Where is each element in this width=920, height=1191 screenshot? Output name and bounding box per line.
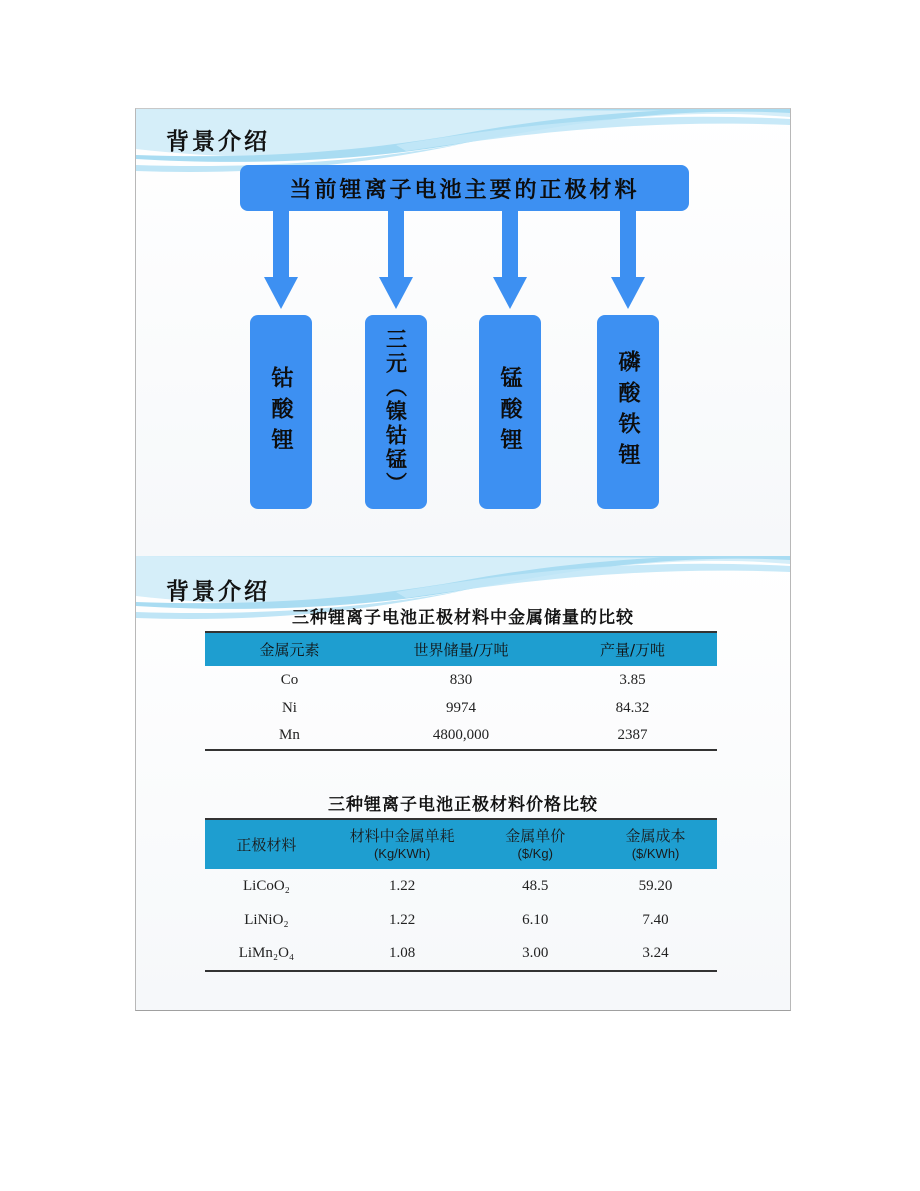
table-cell: Mn (279, 727, 300, 743)
table-cell: 1.22 (388, 877, 416, 894)
material-box-lifepo4 (597, 315, 659, 509)
table-cell: 4800,000 (432, 727, 490, 743)
column-header (476, 819, 594, 869)
arrow-down-icon (611, 209, 645, 309)
table-cell: 9974 (445, 699, 476, 716)
material-label: 钴酸锂 (268, 365, 294, 459)
slide-title: 背景介绍 (166, 128, 270, 155)
table-cell: 7.40 (642, 911, 669, 928)
arrow-down-icon (379, 209, 413, 309)
table-header-row (205, 632, 717, 666)
material-box-licoo2 (250, 315, 312, 509)
root-material-box: 当前锂离子电池主要的正极材料 (240, 165, 689, 211)
slide-1 (135, 108, 791, 557)
table-row (205, 937, 717, 971)
material-label: 三元︵镍钴锰︶ (383, 328, 409, 496)
table-cell: 830 (449, 671, 473, 688)
material-box-ternary (365, 315, 427, 509)
column-header-label: 金属成本 (625, 826, 686, 845)
column-header-unit: ($/KWh) (631, 845, 680, 861)
table-cell: 6.10 (522, 911, 549, 928)
table-row (205, 903, 717, 937)
table-caption: 三种锂离子电池正极材料中金属储量的比较 (292, 608, 634, 628)
table-cell: 3.24 (642, 945, 669, 961)
slide-title: 背景介绍 (166, 578, 270, 605)
column-header-label: 材料中金属单耗 (349, 826, 455, 845)
column-header: 世界储量/万吨 (413, 640, 509, 659)
table-cell: 59.20 (638, 877, 673, 894)
material-box-limn2o4 (479, 315, 541, 509)
slide-2 (135, 556, 791, 1011)
table-cell: 1.22 (388, 911, 416, 928)
table-cell: 2387 (617, 727, 648, 743)
table-cell: 1.08 (388, 945, 416, 961)
table-cell: 3.00 (522, 945, 549, 961)
price-comparison-table (205, 818, 717, 972)
table-row (205, 694, 717, 722)
table-header-row (205, 819, 717, 869)
column-header: 金属元素 (259, 640, 320, 659)
material-formula: LiNiO₂ (244, 911, 289, 928)
column-header-unit: ($/Kg) (517, 845, 553, 861)
column-header: 产量/万吨 (599, 640, 666, 659)
arrow-down-icon (493, 209, 527, 309)
table-cell: 48.5 (522, 877, 549, 894)
table-cell: Co (280, 671, 299, 688)
metal-reserves-table (205, 631, 717, 751)
table-row (205, 666, 717, 694)
column-header-label: 正极材料 (236, 835, 297, 854)
material-label: 锰酸锂 (497, 365, 523, 459)
table-cell: 84.32 (615, 699, 650, 716)
table-cell: Ni (281, 699, 297, 716)
material-formula: LiCoO₂ (242, 877, 290, 894)
material-formula: LiMn₂O₄ (238, 945, 295, 961)
column-header-unit: (Kg/KWh) (373, 845, 431, 861)
column-header (205, 819, 328, 869)
arrow-down-icon (264, 209, 298, 309)
table-row (205, 869, 717, 903)
material-label: 磷酸铁锂 (615, 350, 641, 474)
table-cell: 3.85 (619, 671, 646, 688)
column-header-label: 金属单价 (505, 826, 566, 845)
table-row (205, 722, 717, 750)
column-header (594, 819, 717, 869)
table-caption: 三种锂离子电池正极材料价格比较 (328, 795, 598, 815)
column-header (328, 819, 476, 869)
